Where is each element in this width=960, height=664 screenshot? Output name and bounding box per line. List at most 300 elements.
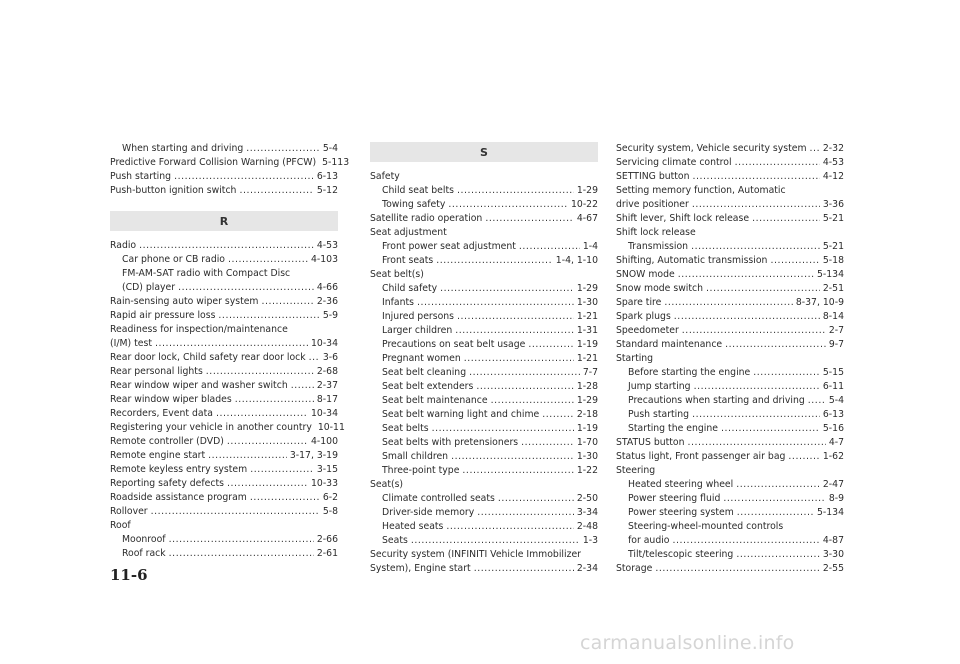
index-entry [370, 324, 598, 338]
entry-page-ref: 3-17, 3-19 [289, 450, 338, 461]
entry-label: Shift lock release [616, 227, 696, 238]
index-entry [110, 239, 338, 253]
index-entry [370, 240, 598, 254]
index-entry [110, 547, 338, 561]
dot-leader [174, 170, 314, 184]
entry-label: Starting [616, 353, 654, 364]
index-entry [370, 394, 598, 408]
entry-label: Moonroof [122, 534, 166, 545]
entry-page-ref: 4-87 [822, 535, 844, 546]
dot-leader [476, 380, 574, 394]
entry-label: Seat belt warning light and chime [382, 409, 540, 420]
entry-page-ref: 2-50 [576, 493, 598, 504]
entries-r [110, 239, 345, 561]
entry-label: Front power seat adjustment [382, 241, 516, 252]
entry-label: Rear door lock, Child safety rear door lock [110, 352, 306, 363]
entry-page-ref: 5-9 [322, 310, 338, 321]
entry-label: FM-AM-SAT radio with Compact Disc [122, 268, 291, 279]
index-entry [616, 352, 844, 366]
entry-label: Seat belt cleaning [382, 367, 467, 378]
dot-leader [723, 492, 825, 506]
entry-label: SETTING button [616, 171, 690, 182]
index-entry [616, 408, 844, 422]
entry-page-ref: 5-134 [816, 269, 844, 280]
index-entry [370, 520, 598, 534]
index-entry [370, 212, 598, 226]
index-entry [616, 548, 844, 562]
entry-label: Rear window wiper and washer switch [110, 380, 288, 391]
index-entry [616, 324, 844, 338]
index-entry [110, 393, 338, 407]
entries-q-p [110, 142, 350, 198]
index-entry [370, 534, 598, 548]
dot-leader [262, 295, 314, 309]
entry-page-ref: 6-11 [822, 381, 844, 392]
dot-leader [436, 254, 553, 268]
entry-page-ref: 1-31 [576, 325, 598, 336]
entry-label: Shift lever, Shift lock release [616, 213, 750, 224]
entry-page-ref: 1-30 [576, 297, 598, 308]
entry-label: Infants [382, 297, 414, 308]
index-entry [616, 338, 844, 352]
dot-leader [440, 282, 574, 296]
entry-page-ref: 1-22 [576, 465, 598, 476]
index-entry [616, 268, 844, 282]
entries-s [370, 170, 598, 576]
dot-leader [239, 184, 313, 198]
dot-leader [688, 436, 826, 450]
entry-label: Child safety [382, 283, 438, 294]
entry-label: Car phone or CB radio [122, 254, 225, 265]
index-column-1 [110, 142, 350, 561]
entry-label: Steering-wheel-mounted controls [628, 521, 784, 532]
entry-page-ref: 5-18 [822, 255, 844, 266]
entry-label: Heated steering wheel [628, 479, 734, 490]
entry-label: Rain-sensing auto wiper system [110, 296, 259, 307]
entry-page-ref: 4-53 [316, 240, 338, 251]
dot-leader [457, 310, 574, 324]
dot-leader [464, 352, 574, 366]
entry-page-ref: 2-68 [316, 366, 338, 377]
dot-leader [474, 562, 574, 576]
dot-leader [455, 324, 574, 338]
dot-leader [178, 281, 314, 295]
dot-leader [432, 422, 574, 436]
entry-page-ref: 4-7 [828, 437, 844, 448]
dot-leader [678, 268, 814, 282]
entry-label: Servicing climate control [616, 157, 732, 168]
dot-leader [737, 506, 814, 520]
entry-label: Small children [382, 451, 449, 462]
entry-page-ref: 1-3 [582, 535, 598, 546]
dot-leader [151, 505, 320, 519]
index-entry [370, 254, 598, 268]
entry-label: Reporting safety defects [110, 478, 225, 489]
dot-leader [250, 491, 320, 505]
entry-page-ref: 2-51 [822, 283, 844, 294]
index-entry [370, 198, 598, 212]
entry-label: Push starting [628, 409, 690, 420]
dot-leader [208, 449, 287, 463]
index-entry [616, 380, 844, 394]
dot-leader [155, 337, 308, 351]
dot-leader [721, 422, 820, 436]
dot-leader [682, 324, 826, 338]
index-entry [110, 477, 338, 491]
index-entry [110, 323, 338, 337]
dot-leader [736, 478, 820, 492]
entry-label: Roof [110, 520, 131, 531]
index-entry [616, 310, 844, 324]
entry-page-ref: 3-36 [822, 199, 844, 210]
entry-label: Three-point type [382, 465, 460, 476]
index-entry [110, 281, 338, 295]
index-entry [370, 464, 598, 478]
entry-page-ref: 5-21 [822, 241, 844, 252]
entry-label: Seat belt(s) [370, 269, 424, 280]
entry-page-ref: 4-53 [822, 157, 844, 168]
entry-page-ref: 5-4 [828, 395, 844, 406]
watermark: carmanualsonline.info [580, 632, 795, 654]
index-entry [616, 436, 844, 450]
index-entry [110, 295, 338, 309]
dot-leader [498, 492, 574, 506]
entry-label: When starting and driving [122, 143, 244, 154]
entry-label: Starting the engine [628, 423, 718, 434]
index-entry [616, 492, 844, 506]
dot-leader [246, 142, 320, 156]
entry-label: Seat belts with pretensioners [382, 437, 519, 448]
index-entry [110, 505, 338, 519]
index-entry [616, 520, 844, 534]
dot-leader [770, 254, 819, 268]
entry-label: Tilt/telescopic steering [628, 549, 734, 560]
entry-page-ref: 3-15 [316, 464, 338, 475]
entry-label: Rapid air pressure loss [110, 310, 216, 321]
entry-page-ref: 1-70 [576, 437, 598, 448]
entry-label: (I/M) test [110, 338, 152, 349]
dot-leader [706, 282, 820, 296]
dot-leader [411, 534, 580, 548]
dot-leader [810, 142, 820, 156]
index-entry [616, 366, 844, 380]
index-entry [110, 421, 345, 435]
section-header-r [110, 211, 338, 231]
entry-label: Speedometer [616, 325, 679, 336]
entries-s-continued [616, 142, 844, 576]
index-entry [110, 435, 338, 449]
entry-page-ref: 5-113 [322, 157, 350, 168]
index-entry [370, 170, 598, 184]
dot-leader [228, 253, 308, 267]
index-entry [616, 478, 844, 492]
entry-label: Seat belt maintenance [382, 395, 488, 406]
index-entry [370, 408, 598, 422]
entry-label: Roadside assistance program [110, 492, 247, 503]
entry-label: Seat belt extenders [382, 381, 474, 392]
section-letter: S [480, 145, 488, 159]
entry-label: Seat(s) [370, 479, 404, 490]
entry-page-ref: 10-33 [310, 478, 338, 489]
section-letter: R [219, 214, 229, 228]
dot-leader [477, 506, 574, 520]
index-entry [370, 310, 598, 324]
entry-label: Radio [110, 240, 137, 251]
entry-page-ref: 8-9 [828, 493, 844, 504]
entry-label: Predictive Forward Collision Warning (PFCW) [110, 157, 317, 168]
dot-leader [674, 310, 820, 324]
dot-leader [692, 198, 820, 212]
index-column-2 [370, 142, 598, 576]
dot-leader [519, 240, 580, 254]
index-entry [110, 267, 338, 281]
dot-leader [169, 547, 314, 561]
entry-label: Seat belts [382, 423, 429, 434]
index-entry [110, 351, 338, 365]
index-entry [110, 519, 338, 533]
entry-page-ref: 5-21 [822, 213, 844, 224]
index-entry [616, 506, 844, 520]
dot-leader [457, 184, 574, 198]
entry-page-ref: 5-16 [822, 423, 844, 434]
index-entry [370, 450, 598, 464]
entry-page-ref: 1-19 [576, 423, 598, 434]
dot-leader [725, 338, 826, 352]
entry-label: Towing safety [382, 199, 446, 210]
entry-page-ref: 10-34 [310, 408, 338, 419]
entry-label: Seats [382, 535, 408, 546]
index-entry [616, 198, 844, 212]
index-entry [370, 184, 598, 198]
entry-label: Remote engine start [110, 450, 206, 461]
entry-label: Power steering fluid [628, 493, 721, 504]
entry-page-ref: 5-8 [322, 506, 338, 517]
entry-label: Recorders, Event data [110, 408, 213, 419]
dot-leader [291, 379, 314, 393]
dot-leader [673, 534, 820, 548]
entry-page-ref: 5-12 [316, 185, 338, 196]
entry-page-ref: 2-37 [316, 380, 338, 391]
entry-label: Front seats [382, 255, 434, 266]
entry-page-ref: 4-100 [310, 436, 338, 447]
entry-label: Satellite radio operation [370, 213, 483, 224]
index-entry [110, 491, 338, 505]
entry-page-ref: 3-30 [822, 549, 844, 560]
entry-label: Storage [616, 563, 653, 574]
index-entry [110, 156, 350, 170]
index-entry [616, 422, 844, 436]
index-entry [616, 562, 844, 576]
index-entry [110, 449, 338, 463]
dot-leader [694, 380, 820, 394]
entry-label: Larger children [382, 325, 453, 336]
index-entry [616, 170, 844, 184]
dot-leader [736, 548, 820, 562]
entry-page-ref: 1-62 [822, 451, 844, 462]
index-entry [616, 156, 844, 170]
entry-page-ref: 5-15 [822, 367, 844, 378]
entry-page-ref: 1-19 [576, 339, 598, 350]
dot-leader [752, 212, 820, 226]
entry-page-ref: 8-37, 10-9 [795, 297, 844, 308]
entry-page-ref: 2-48 [576, 521, 598, 532]
entry-label: Transmission [628, 241, 689, 252]
index-entry [370, 422, 598, 436]
entry-label: Security system (INFINITI Vehicle Immobilizer [370, 549, 581, 560]
index-entry [370, 268, 598, 282]
entry-label: Shifting, Automatic transmission [616, 255, 768, 266]
entry-page-ref: 2-32 [822, 143, 844, 154]
entry-label: Injured persons [382, 311, 455, 322]
entry-label: Snow mode switch [616, 283, 704, 294]
entry-label: Rear personal lights [110, 366, 203, 377]
dot-leader [139, 239, 314, 253]
entry-label: Power steering system [628, 507, 734, 518]
dot-leader [206, 365, 314, 379]
entry-page-ref: 1-21 [576, 311, 598, 322]
index-entry [616, 450, 844, 464]
index-column-3 [616, 142, 844, 576]
entry-page-ref: 9-7 [828, 339, 844, 350]
entry-label: Driver-side memory [382, 507, 475, 518]
index-entry [616, 226, 844, 240]
entry-label: Standard maintenance [616, 339, 723, 350]
dot-leader [462, 464, 573, 478]
index-entry [370, 562, 598, 576]
index-entry [616, 142, 844, 156]
dot-leader [692, 408, 820, 422]
index-entry [370, 436, 598, 450]
entry-label: Status light, Front passenger air bag [616, 451, 786, 462]
index-entry [110, 365, 338, 379]
dot-leader [491, 394, 574, 408]
entry-page-ref: 2-55 [822, 563, 844, 574]
entry-label: Jump starting [628, 381, 691, 392]
dot-leader [753, 366, 820, 380]
dot-leader [469, 366, 580, 380]
dot-leader [655, 562, 820, 576]
entry-label: Rollover [110, 506, 148, 517]
index-entry [370, 352, 598, 366]
index-entry [616, 240, 844, 254]
entry-label: Climate controlled seats [382, 493, 495, 504]
index-entry [110, 533, 338, 547]
entry-label: Push starting [110, 171, 172, 182]
index-entry [370, 282, 598, 296]
dot-leader [485, 212, 574, 226]
dot-leader [227, 435, 308, 449]
entry-label: Before starting the engine [628, 367, 751, 378]
entry-label: System), Engine start [370, 563, 471, 574]
index-entry [110, 170, 338, 184]
entry-page-ref: 3-34 [576, 507, 598, 518]
entry-page-ref: 4-103 [310, 254, 338, 265]
entry-page-ref: 3-6 [322, 352, 338, 363]
page-number: 11-6 [110, 566, 148, 584]
entry-page-ref: 1-29 [576, 395, 598, 406]
index-entry [616, 212, 844, 226]
index-entry [110, 463, 338, 477]
dot-leader [691, 240, 820, 254]
index-entry [370, 338, 598, 352]
entry-page-ref: 2-18 [576, 409, 598, 420]
dot-leader [309, 351, 320, 365]
dot-leader [235, 393, 314, 407]
index-entry [370, 296, 598, 310]
dot-leader [542, 408, 574, 422]
dot-leader [216, 407, 308, 421]
entry-label: STATUS button [616, 437, 685, 448]
entry-label: for audio [628, 535, 670, 546]
dot-leader [528, 338, 574, 352]
index-entry [110, 337, 338, 351]
entry-page-ref: 4-66 [316, 282, 338, 293]
index-entry [110, 142, 338, 156]
entry-page-ref: 1-30 [576, 451, 598, 462]
dot-leader [250, 463, 314, 477]
entry-page-ref: 10-11 [317, 422, 345, 433]
entry-page-ref: 1-29 [576, 185, 598, 196]
entry-label: Pregnant women [382, 353, 461, 364]
entry-page-ref: 2-66 [316, 534, 338, 545]
dot-leader [448, 198, 568, 212]
section-header-s [370, 142, 598, 162]
entry-page-ref: 5-4 [322, 143, 338, 154]
entry-label: Rear window wiper blades [110, 394, 232, 405]
entry-page-ref: 6-2 [322, 492, 338, 503]
index-entry [370, 478, 598, 492]
entry-label: Push-button ignition switch [110, 185, 237, 196]
index-entry [370, 380, 598, 394]
entry-page-ref: 1-28 [576, 381, 598, 392]
entry-label: Security system, Vehicle security system [616, 143, 807, 154]
dot-leader [521, 436, 574, 450]
entry-page-ref: 2-36 [316, 296, 338, 307]
dot-leader [227, 477, 308, 491]
entry-label: Spark plugs [616, 311, 671, 322]
entry-label: Remote keyless entry system [110, 464, 248, 475]
entry-label: Precautions on seat belt usage [382, 339, 526, 350]
index-entry [616, 464, 844, 478]
entry-label: Steering [616, 465, 656, 476]
entry-label: Roof rack [122, 548, 166, 559]
entry-label: Precautions when starting and driving [628, 395, 805, 406]
index-entry [370, 366, 598, 380]
entry-page-ref: 2-7 [828, 325, 844, 336]
entry-page-ref: 10-34 [310, 338, 338, 349]
dot-leader [788, 450, 819, 464]
entry-label: Safety [370, 171, 400, 182]
entry-page-ref: 2-34 [576, 563, 598, 574]
dot-leader [446, 520, 574, 534]
index-entry [110, 309, 338, 323]
entry-label: Setting memory function, Automatic [616, 185, 786, 196]
entry-page-ref: 1-4 [582, 241, 598, 252]
dot-leader [417, 296, 574, 310]
dot-leader [735, 156, 820, 170]
entry-page-ref: 6-13 [316, 171, 338, 182]
index-entry [110, 379, 338, 393]
entry-page-ref: 2-61 [316, 548, 338, 559]
index-entry [110, 407, 338, 421]
entry-page-ref: 1-29 [576, 283, 598, 294]
dot-leader [664, 296, 793, 310]
entry-label: drive positioner [616, 199, 689, 210]
dot-leader [218, 309, 319, 323]
entry-page-ref: 1-4, 1-10 [555, 255, 598, 266]
entry-page-ref: 2-47 [822, 479, 844, 490]
entry-page-ref: 8-17 [316, 394, 338, 405]
